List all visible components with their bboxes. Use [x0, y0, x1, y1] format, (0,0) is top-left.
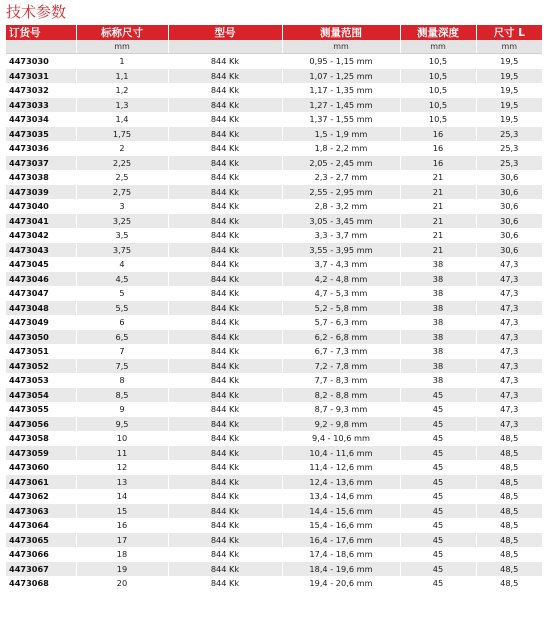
order-number-cell: 4473040 — [9, 201, 49, 212]
measuring-depth-cell: 45 — [400, 475, 476, 490]
order-number-cell: 4473039 — [6, 185, 76, 200]
length-cell: 19,5 — [476, 54, 542, 69]
measuring-depth-cell: 45 — [400, 576, 476, 591]
order-number-cell: 4473055 — [9, 404, 49, 415]
model-cell: 844 Kk — [168, 446, 282, 461]
length-cell: 47,3 — [476, 286, 542, 301]
col-header-nominal: 标称尺寸 — [76, 25, 168, 40]
table-row — [6, 286, 542, 301]
order-number-cell: 4473063 — [6, 504, 76, 519]
length-cell: 25,3 — [476, 156, 542, 171]
length-cell: 19,5 — [476, 98, 542, 113]
length-cell: 48,5 — [476, 489, 542, 504]
table-row — [6, 373, 542, 388]
table-row — [6, 576, 542, 591]
measuring-range-cell: 1,17 - 1,35 mm — [282, 83, 400, 98]
length-cell: 47,3 — [476, 301, 542, 316]
model-cell: 844 Kk — [168, 185, 282, 200]
model-cell: 844 Kk — [168, 69, 282, 84]
measuring-depth-cell: 16 — [400, 127, 476, 142]
table-row — [6, 460, 542, 475]
nominal-size-cell: 17 — [76, 533, 168, 548]
length-cell: 30,6 — [476, 185, 542, 200]
order-number-cell: 4473042 — [9, 230, 49, 241]
measuring-range-cell: 11,4 - 12,6 mm — [282, 460, 400, 475]
nominal-size-cell: 10 — [76, 431, 168, 446]
measuring-range-cell: 17,4 - 18,6 mm — [282, 547, 400, 562]
nominal-size-cell: 1,4 — [76, 112, 168, 127]
nominal-size-cell: 2,5 — [76, 170, 168, 185]
units-row — [6, 40, 542, 54]
table-row — [6, 127, 542, 142]
table-row — [6, 199, 542, 214]
length-cell: 30,6 — [476, 228, 542, 243]
table-row — [6, 170, 542, 185]
measuring-depth-cell: 21 — [400, 228, 476, 243]
measuring-depth-cell: 10,5 — [400, 54, 476, 69]
nominal-size-cell: 1 — [76, 54, 168, 69]
table-row — [6, 446, 542, 461]
measuring-range-cell: 2,05 - 2,45 mm — [282, 156, 400, 171]
nominal-size-cell: 20 — [76, 576, 168, 591]
measuring-range-cell: 1,27 - 1,45 mm — [282, 98, 400, 113]
model-cell: 844 Kk — [168, 402, 282, 417]
table-row — [6, 562, 542, 577]
order-number-cell: 4473059 — [6, 446, 76, 461]
table-row — [6, 547, 542, 562]
measuring-depth-cell: 21 — [400, 185, 476, 200]
nominal-size-cell: 3,5 — [76, 228, 168, 243]
model-cell: 844 Kk — [168, 359, 282, 374]
spec-table — [6, 25, 542, 591]
length-cell: 30,6 — [476, 170, 542, 185]
length-cell: 19,5 — [476, 83, 542, 98]
model-cell: 844 Kk — [168, 576, 282, 591]
table-row — [6, 417, 542, 432]
measuring-depth-cell: 10,5 — [400, 69, 476, 84]
model-cell: 844 Kk — [168, 475, 282, 490]
nominal-size-cell: 6,5 — [76, 330, 168, 345]
nominal-size-cell: 3,25 — [76, 214, 168, 229]
length-cell: 47,3 — [476, 402, 542, 417]
model-cell: 844 Kk — [168, 257, 282, 272]
length-cell: 30,6 — [476, 214, 542, 229]
col-header-model: 型号 — [168, 25, 282, 40]
nominal-size-cell: 7 — [76, 344, 168, 359]
model-cell: 844 Kk — [168, 301, 282, 316]
measuring-range-cell: 2,55 - 2,95 mm — [282, 185, 400, 200]
length-cell: 47,3 — [476, 388, 542, 403]
measuring-range-cell: 9,4 - 10,6 mm — [282, 431, 400, 446]
col-header-order: 订货号 — [6, 25, 76, 40]
length-cell: 25,3 — [476, 141, 542, 156]
measuring-depth-cell: 38 — [400, 359, 476, 374]
measuring-range-cell: 14,4 - 15,6 mm — [282, 504, 400, 519]
model-cell: 844 Kk — [168, 272, 282, 287]
order-number-cell: 4473067 — [6, 562, 76, 577]
model-cell: 844 Kk — [168, 460, 282, 475]
table-row — [6, 504, 542, 519]
measuring-range-cell: 19,4 - 20,6 mm — [282, 576, 400, 591]
length-cell: 48,5 — [476, 460, 542, 475]
nominal-size-cell: 18 — [76, 547, 168, 562]
order-number-cell: 4473054 — [6, 388, 76, 403]
measuring-depth-cell: 45 — [400, 388, 476, 403]
nominal-size-cell: 1,1 — [76, 69, 168, 84]
length-cell: 47,3 — [476, 315, 542, 330]
nominal-size-cell: 9 — [76, 402, 168, 417]
table-row — [6, 54, 542, 69]
nominal-size-cell: 12 — [76, 460, 168, 475]
order-number-cell: 4473030 — [9, 56, 49, 67]
length-cell: 47,3 — [476, 417, 542, 432]
measuring-depth-cell: 21 — [400, 243, 476, 258]
table-row — [6, 533, 542, 548]
nominal-size-cell: 4 — [76, 257, 168, 272]
nominal-size-cell: 3 — [76, 199, 168, 214]
model-cell: 844 Kk — [168, 112, 282, 127]
measuring-range-cell: 8,2 - 8,8 mm — [282, 388, 400, 403]
unit-range: mm — [282, 40, 400, 54]
length-cell: 48,5 — [476, 518, 542, 533]
table-row — [6, 315, 542, 330]
nominal-size-cell: 16 — [76, 518, 168, 533]
model-cell: 844 Kk — [168, 489, 282, 504]
nominal-size-cell: 1,75 — [76, 127, 168, 142]
measuring-depth-cell: 10,5 — [400, 112, 476, 127]
measuring-range-cell: 0,95 - 1,15 mm — [282, 54, 400, 69]
model-cell: 844 Kk — [168, 547, 282, 562]
nominal-size-cell: 6 — [76, 315, 168, 330]
table-row — [6, 518, 542, 533]
order-number-cell: 4473061 — [6, 475, 76, 490]
unit-depth: mm — [400, 40, 476, 54]
length-cell: 19,5 — [476, 69, 542, 84]
order-number-cell: 4473056 — [6, 417, 76, 432]
measuring-range-cell: 9,2 - 9,8 mm — [282, 417, 400, 432]
measuring-range-cell: 2,8 - 3,2 mm — [282, 199, 400, 214]
length-cell: 47,3 — [476, 373, 542, 388]
order-number-cell: 4473034 — [9, 114, 49, 125]
model-cell: 844 Kk — [168, 417, 282, 432]
header-row — [6, 25, 542, 40]
nominal-size-cell: 13 — [76, 475, 168, 490]
length-cell: 19,5 — [476, 112, 542, 127]
table-row — [6, 301, 542, 316]
table-row — [6, 359, 542, 374]
length-cell: 48,5 — [476, 504, 542, 519]
nominal-size-cell: 9,5 — [76, 417, 168, 432]
length-cell: 48,5 — [476, 533, 542, 548]
model-cell: 844 Kk — [168, 243, 282, 258]
nominal-size-cell: 15 — [76, 504, 168, 519]
model-cell: 844 Kk — [168, 214, 282, 229]
length-cell: 30,6 — [476, 243, 542, 258]
table-row — [6, 214, 542, 229]
measuring-range-cell: 13,4 - 14,6 mm — [282, 489, 400, 504]
length-cell: 47,3 — [476, 257, 542, 272]
measuring-depth-cell: 38 — [400, 272, 476, 287]
table-row — [6, 330, 542, 345]
table-row — [6, 475, 542, 490]
measuring-depth-cell: 38 — [400, 286, 476, 301]
table-row — [6, 388, 542, 403]
table-row — [6, 402, 542, 417]
measuring-range-cell: 12,4 - 13,6 mm — [282, 475, 400, 490]
unit-order — [6, 40, 76, 54]
measuring-range-cell: 1,07 - 1,25 mm — [282, 69, 400, 84]
nominal-size-cell: 14 — [76, 489, 168, 504]
order-number-cell: 4473041 — [6, 214, 76, 229]
length-cell: 30,6 — [476, 199, 542, 214]
measuring-depth-cell: 10,5 — [400, 83, 476, 98]
model-cell: 844 Kk — [168, 170, 282, 185]
table-row — [6, 243, 542, 258]
order-number-cell: 4473053 — [9, 375, 49, 386]
measuring-range-cell: 15,4 - 16,6 mm — [282, 518, 400, 533]
order-number-cell: 4473052 — [6, 359, 76, 374]
nominal-size-cell: 19 — [76, 562, 168, 577]
model-cell: 844 Kk — [168, 388, 282, 403]
measuring-depth-cell: 38 — [400, 330, 476, 345]
model-cell: 844 Kk — [168, 330, 282, 345]
model-cell: 844 Kk — [168, 98, 282, 113]
order-number-cell: 4473033 — [6, 98, 76, 113]
measuring-range-cell: 2,3 - 2,7 mm — [282, 170, 400, 185]
table-row — [6, 156, 542, 171]
model-cell: 844 Kk — [168, 286, 282, 301]
measuring-depth-cell: 21 — [400, 170, 476, 185]
table-row — [6, 257, 542, 272]
nominal-size-cell: 1,3 — [76, 98, 168, 113]
measuring-depth-cell: 38 — [400, 373, 476, 388]
unit-length: mm — [476, 40, 542, 54]
measuring-range-cell: 10,4 - 11,6 mm — [282, 446, 400, 461]
table-row — [6, 83, 542, 98]
order-number-cell: 4473038 — [9, 172, 49, 183]
measuring-depth-cell: 45 — [400, 417, 476, 432]
nominal-size-cell: 11 — [76, 446, 168, 461]
measuring-range-cell: 1,5 - 1,9 mm — [282, 127, 400, 142]
order-number-cell: 4473048 — [6, 301, 76, 316]
table-row — [6, 431, 542, 446]
measuring-depth-cell: 38 — [400, 301, 476, 316]
order-number-cell: 4473051 — [9, 346, 49, 357]
measuring-range-cell: 7,7 - 8,3 mm — [282, 373, 400, 388]
table-row — [6, 489, 542, 504]
order-number-cell: 4473046 — [6, 272, 76, 287]
nominal-size-cell: 2,75 — [76, 185, 168, 200]
measuring-range-cell: 3,7 - 4,3 mm — [282, 257, 400, 272]
order-number-cell: 4473047 — [9, 288, 49, 299]
length-cell: 48,5 — [476, 576, 542, 591]
col-header-depth: 测量深度 — [400, 25, 476, 40]
measuring-range-cell: 1,8 - 2,2 mm — [282, 141, 400, 156]
length-cell: 48,5 — [476, 547, 542, 562]
measuring-depth-cell: 45 — [400, 547, 476, 562]
order-number-cell: 4473060 — [9, 462, 49, 473]
order-number-cell: 4473049 — [9, 317, 49, 328]
measuring-range-cell: 8,7 - 9,3 mm — [282, 402, 400, 417]
measuring-depth-cell: 10,5 — [400, 98, 476, 113]
order-number-cell: 4473064 — [9, 520, 49, 531]
model-cell: 844 Kk — [168, 504, 282, 519]
order-number-cell: 4473045 — [9, 259, 49, 270]
nominal-size-cell: 4,5 — [76, 272, 168, 287]
measuring-range-cell: 5,2 - 5,8 mm — [282, 301, 400, 316]
length-cell: 47,3 — [476, 344, 542, 359]
order-number-cell: 4473065 — [6, 533, 76, 548]
table-row — [6, 69, 542, 84]
length-cell: 48,5 — [476, 562, 542, 577]
measuring-depth-cell: 45 — [400, 446, 476, 461]
measuring-depth-cell: 45 — [400, 402, 476, 417]
measuring-range-cell: 3,05 - 3,45 mm — [282, 214, 400, 229]
order-number-cell: 4473062 — [9, 491, 49, 502]
measuring-range-cell: 4,7 - 5,3 mm — [282, 286, 400, 301]
table-row — [6, 141, 542, 156]
measuring-depth-cell: 38 — [400, 257, 476, 272]
model-cell: 844 Kk — [168, 518, 282, 533]
measuring-depth-cell: 45 — [400, 533, 476, 548]
order-number-cell: 4473050 — [6, 330, 76, 345]
length-cell: 47,3 — [476, 330, 542, 345]
order-number-cell: 4473035 — [6, 127, 76, 142]
order-number-cell: 4473058 — [9, 433, 49, 444]
model-cell: 844 Kk — [168, 228, 282, 243]
model-cell: 844 Kk — [168, 315, 282, 330]
measuring-depth-cell: 16 — [400, 141, 476, 156]
measuring-depth-cell: 21 — [400, 214, 476, 229]
measuring-depth-cell: 45 — [400, 431, 476, 446]
model-cell: 844 Kk — [168, 533, 282, 548]
measuring-depth-cell: 45 — [400, 489, 476, 504]
model-cell: 844 Kk — [168, 199, 282, 214]
order-number-cell: 4473036 — [9, 143, 49, 154]
table-row — [6, 185, 542, 200]
measuring-range-cell: 6,7 - 7,3 mm — [282, 344, 400, 359]
measuring-depth-cell: 45 — [400, 504, 476, 519]
table-body — [6, 54, 542, 591]
model-cell: 844 Kk — [168, 54, 282, 69]
table-row — [6, 98, 542, 113]
measuring-range-cell: 16,4 - 17,6 mm — [282, 533, 400, 548]
measuring-range-cell: 18,4 - 19,6 mm — [282, 562, 400, 577]
measuring-depth-cell: 38 — [400, 315, 476, 330]
unit-model — [168, 40, 282, 54]
col-header-length: 尺寸 L — [476, 25, 542, 40]
nominal-size-cell: 5 — [76, 286, 168, 301]
model-cell: 844 Kk — [168, 83, 282, 98]
length-cell: 47,3 — [476, 359, 542, 374]
length-cell: 48,5 — [476, 446, 542, 461]
model-cell: 844 Kk — [168, 431, 282, 446]
model-cell: 844 Kk — [168, 562, 282, 577]
measuring-range-cell: 3,3 - 3,7 mm — [282, 228, 400, 243]
table-row — [6, 112, 542, 127]
measuring-range-cell: 5,7 - 6,3 mm — [282, 315, 400, 330]
order-number-cell: 4473066 — [9, 549, 49, 560]
page-title: 技术参数 — [6, 3, 67, 21]
order-number-cell: 4473037 — [6, 156, 76, 171]
measuring-depth-cell: 45 — [400, 460, 476, 475]
measuring-range-cell: 3,55 - 3,95 mm — [282, 243, 400, 258]
nominal-size-cell: 2 — [76, 141, 168, 156]
model-cell: 844 Kk — [168, 141, 282, 156]
col-header-range: 测量范围 — [282, 25, 400, 40]
order-number-cell: 4473068 — [9, 578, 49, 589]
measuring-range-cell: 6,2 - 6,8 mm — [282, 330, 400, 345]
table-row — [6, 228, 542, 243]
measuring-depth-cell: 21 — [400, 199, 476, 214]
nominal-size-cell: 7,5 — [76, 359, 168, 374]
order-number-cell: 4473032 — [9, 85, 49, 96]
measuring-depth-cell: 45 — [400, 518, 476, 533]
table-row — [6, 272, 542, 287]
model-cell: 844 Kk — [168, 156, 282, 171]
measuring-depth-cell: 45 — [400, 562, 476, 577]
order-number-cell: 4473031 — [6, 69, 76, 84]
measuring-range-cell: 1,37 - 1,55 mm — [282, 112, 400, 127]
order-number-cell: 4473043 — [6, 243, 76, 258]
nominal-size-cell: 5,5 — [76, 301, 168, 316]
measuring-depth-cell: 38 — [400, 344, 476, 359]
length-cell: 48,5 — [476, 431, 542, 446]
nominal-size-cell: 2,25 — [76, 156, 168, 171]
model-cell: 844 Kk — [168, 373, 282, 388]
length-cell: 48,5 — [476, 475, 542, 490]
model-cell: 844 Kk — [168, 127, 282, 142]
nominal-size-cell: 3,75 — [76, 243, 168, 258]
length-cell: 25,3 — [476, 127, 542, 142]
table-row — [6, 344, 542, 359]
model-cell: 844 Kk — [168, 344, 282, 359]
measuring-depth-cell: 16 — [400, 156, 476, 171]
measuring-range-cell: 7,2 - 7,8 mm — [282, 359, 400, 374]
nominal-size-cell: 8,5 — [76, 388, 168, 403]
length-cell: 47,3 — [476, 272, 542, 287]
nominal-size-cell: 8 — [76, 373, 168, 388]
measuring-range-cell: 4,2 - 4,8 mm — [282, 272, 400, 287]
nominal-size-cell: 1,2 — [76, 83, 168, 98]
unit-nominal: mm — [76, 40, 168, 54]
